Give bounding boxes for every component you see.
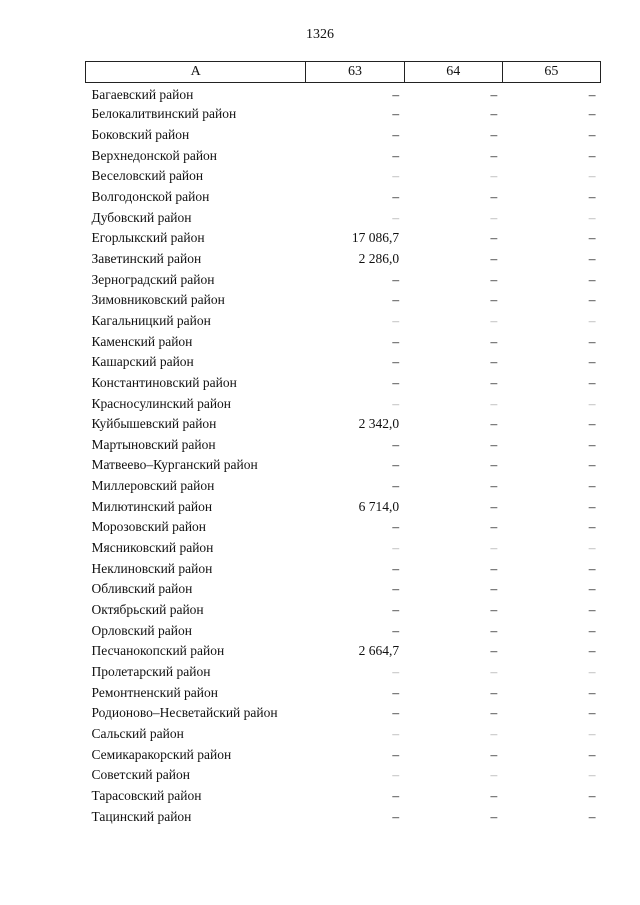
value-65-cell: – [588, 560, 596, 576]
value-63-cell: – [392, 560, 400, 576]
district-name-cell: Мартыновский район [91, 436, 216, 452]
value-65-cell: – [588, 354, 596, 370]
value-63-cell: 2 286,0 [358, 250, 400, 266]
value-64-cell: – [490, 374, 498, 390]
value-65-cell: – [588, 395, 596, 411]
district-name-cell: Верхнедонской район [91, 147, 218, 163]
district-name-cell: Морозовский район [91, 519, 207, 535]
table-row [86, 414, 601, 435]
value-64-cell: – [490, 188, 498, 204]
value-65-cell: – [588, 808, 596, 824]
district-name-cell: Октябрьский район [91, 602, 204, 618]
table-row [86, 744, 601, 765]
district-name-cell: Кагальницкий район [91, 312, 211, 328]
table-row [86, 786, 601, 807]
district-name-cell: Веселовский район [91, 168, 204, 184]
table-row [86, 517, 601, 538]
value-63-cell: – [392, 312, 400, 328]
column-header-63: 63 [306, 62, 404, 83]
value-64-cell: – [490, 726, 498, 742]
district-name-cell: Белокалитвинский район [91, 106, 237, 122]
value-63-cell: – [392, 602, 400, 618]
district-data-table [85, 61, 601, 827]
value-65-cell: – [588, 602, 596, 618]
value-64-cell: – [490, 581, 498, 597]
value-63-cell: – [392, 622, 400, 638]
district-name-cell: Матвеево–Курганский район [91, 457, 258, 473]
column-header-a: А [86, 62, 306, 83]
column-header-65: 65 [502, 62, 600, 83]
district-name-cell: Дубовский район [91, 209, 192, 225]
district-name-cell: Багаевский район [91, 87, 194, 102]
district-name-cell: Песчанокопский район [91, 643, 225, 659]
value-64-cell: – [490, 271, 498, 287]
value-65-cell: – [588, 643, 596, 659]
value-64-cell: – [490, 168, 498, 184]
value-65-cell: – [588, 519, 596, 535]
value-64-cell: – [490, 622, 498, 638]
page-number: 1326 [306, 27, 334, 42]
value-63-cell: – [392, 519, 400, 535]
value-64-cell: – [490, 767, 498, 783]
value-65-cell: – [588, 457, 596, 473]
table-body [86, 83, 601, 827]
value-63-cell: – [392, 147, 400, 163]
district-name-cell: Семикаракорский район [91, 746, 232, 762]
value-64-cell: – [490, 209, 498, 225]
value-64-cell: – [490, 416, 498, 432]
district-name-cell: Миллеровский район [91, 478, 215, 494]
table-row [86, 331, 601, 352]
district-name-cell: Красносулинский район [91, 395, 232, 411]
value-64-cell: – [490, 540, 498, 556]
value-64-cell: – [490, 106, 498, 122]
value-64-cell: – [490, 705, 498, 721]
table-row [86, 765, 601, 786]
value-64-cell: – [490, 478, 498, 494]
table-row [86, 662, 601, 683]
value-65-cell: – [588, 664, 596, 680]
value-64-cell: – [490, 87, 498, 102]
district-name-cell: Тарасовский район [91, 787, 202, 803]
table-row [86, 393, 601, 414]
value-63-cell: – [392, 395, 400, 411]
district-name-cell: Мясниковский район [91, 540, 214, 556]
value-65-cell: – [588, 705, 596, 721]
value-63-cell: – [392, 188, 400, 204]
value-64-cell: – [490, 560, 498, 576]
table-row [86, 125, 601, 146]
district-name-cell: Советский район [91, 767, 190, 783]
value-65-cell: – [588, 436, 596, 452]
value-63-cell: – [392, 478, 400, 494]
district-name-cell: Боковский район [91, 126, 190, 142]
district-name-cell: Пролетарский район [91, 664, 211, 680]
column-header-64: 64 [404, 62, 502, 83]
value-65-cell: – [588, 374, 596, 390]
value-65-cell: – [588, 168, 596, 184]
value-64-cell: – [490, 147, 498, 163]
value-63-cell: – [392, 457, 400, 473]
value-63-cell: – [392, 787, 400, 803]
district-name-cell: Куйбышевский район [91, 416, 217, 432]
value-65-cell: – [588, 188, 596, 204]
table-row [86, 620, 601, 641]
table-row [86, 249, 601, 270]
district-name-cell: Каменский район [91, 333, 193, 349]
value-63-cell: – [392, 354, 400, 370]
table-row [86, 806, 601, 827]
value-63-cell: 2 664,7 [358, 643, 400, 659]
value-63-cell: – [392, 664, 400, 680]
value-63-cell: – [392, 209, 400, 225]
value-64-cell: – [490, 643, 498, 659]
district-name-cell: Кашарский район [91, 354, 194, 370]
value-63-cell: 17 086,7 [351, 230, 400, 246]
value-64-cell: – [490, 602, 498, 618]
value-65-cell: – [588, 540, 596, 556]
value-65-cell: – [588, 416, 596, 432]
value-65-cell: – [588, 87, 596, 102]
value-63-cell: – [392, 767, 400, 783]
value-65-cell: – [588, 787, 596, 803]
value-64-cell: – [490, 333, 498, 349]
district-name-cell: Сальский район [91, 726, 184, 742]
value-65-cell: – [588, 209, 596, 225]
value-63-cell: – [392, 292, 400, 308]
table-row [86, 269, 601, 290]
table-row [86, 166, 601, 187]
value-63-cell: – [392, 87, 400, 102]
table-row [86, 600, 601, 621]
value-64-cell: – [490, 354, 498, 370]
district-name-cell: Неклиновский район [91, 560, 213, 576]
value-65-cell: – [588, 333, 596, 349]
value-63-cell: – [392, 746, 400, 762]
value-64-cell: – [490, 664, 498, 680]
value-64-cell: – [490, 250, 498, 266]
table-row [86, 207, 601, 228]
value-65-cell: – [588, 292, 596, 308]
district-name-cell: Заветинский район [91, 250, 202, 266]
value-63-cell: – [392, 808, 400, 824]
table-row [86, 373, 601, 394]
value-63-cell: 6 714,0 [358, 498, 400, 514]
table-row [86, 290, 601, 311]
table-row [86, 724, 601, 745]
value-64-cell: – [490, 684, 498, 700]
value-65-cell: – [588, 312, 596, 328]
district-name-cell: Константиновский район [91, 374, 237, 390]
value-65-cell: – [588, 746, 596, 762]
value-63-cell: 2 342,0 [358, 416, 400, 432]
value-64-cell: – [490, 395, 498, 411]
value-63-cell: – [392, 726, 400, 742]
value-63-cell: – [392, 436, 400, 452]
table-row [86, 435, 601, 456]
value-63-cell: – [392, 705, 400, 721]
table-row [86, 496, 601, 517]
district-name-cell: Милютинский район [91, 498, 213, 514]
table-header-row [86, 62, 601, 83]
value-65-cell: – [588, 126, 596, 142]
value-64-cell: – [490, 126, 498, 142]
value-63-cell: – [392, 106, 400, 122]
table-row [86, 352, 601, 373]
district-name-cell: Тацинский район [91, 808, 192, 824]
district-name-cell: Ремонтненский район [91, 684, 218, 700]
table-row [86, 228, 601, 249]
value-65-cell: – [588, 250, 596, 266]
value-65-cell: – [588, 498, 596, 514]
value-64-cell: – [490, 498, 498, 514]
district-name-cell: Орловский район [91, 622, 192, 638]
value-64-cell: – [490, 312, 498, 328]
table-row [86, 476, 601, 497]
district-name-cell: Егорлыкский район [91, 230, 205, 246]
value-63-cell: – [392, 374, 400, 390]
district-name-cell: Обливский район [91, 581, 193, 597]
value-63-cell: – [392, 126, 400, 142]
table-row [86, 83, 601, 105]
value-64-cell: – [490, 746, 498, 762]
table-row [86, 104, 601, 125]
district-name-cell: Зимовниковский район [91, 292, 225, 308]
value-63-cell: – [392, 333, 400, 349]
value-65-cell: – [588, 106, 596, 122]
value-64-cell: – [490, 292, 498, 308]
value-65-cell: – [588, 230, 596, 246]
value-65-cell: – [588, 622, 596, 638]
value-63-cell: – [392, 684, 400, 700]
table-row [86, 558, 601, 579]
district-name-cell: Волгодонской район [91, 188, 210, 204]
value-64-cell: – [490, 787, 498, 803]
table-row [86, 579, 601, 600]
table-row [86, 455, 601, 476]
table-row [86, 641, 601, 662]
value-64-cell: – [490, 230, 498, 246]
district-name-cell: Родионово–Несветайский район [91, 705, 278, 721]
value-65-cell: – [588, 271, 596, 287]
table-row [86, 682, 601, 703]
value-65-cell: – [588, 684, 596, 700]
value-64-cell: – [490, 519, 498, 535]
district-name-cell: Зерноградский район [91, 271, 215, 287]
table-row [86, 538, 601, 559]
value-63-cell: – [392, 540, 400, 556]
value-64-cell: – [490, 436, 498, 452]
value-65-cell: – [588, 478, 596, 494]
table-row [86, 145, 601, 166]
value-65-cell: – [588, 767, 596, 783]
value-64-cell: – [490, 457, 498, 473]
value-65-cell: – [588, 147, 596, 163]
table-row [86, 187, 601, 208]
value-63-cell: – [392, 581, 400, 597]
table-row [86, 311, 601, 332]
value-65-cell: – [588, 581, 596, 597]
value-65-cell: – [588, 726, 596, 742]
value-64-cell: – [490, 808, 498, 824]
value-63-cell: – [392, 271, 400, 287]
value-63-cell: – [392, 168, 400, 184]
table-row [86, 703, 601, 724]
